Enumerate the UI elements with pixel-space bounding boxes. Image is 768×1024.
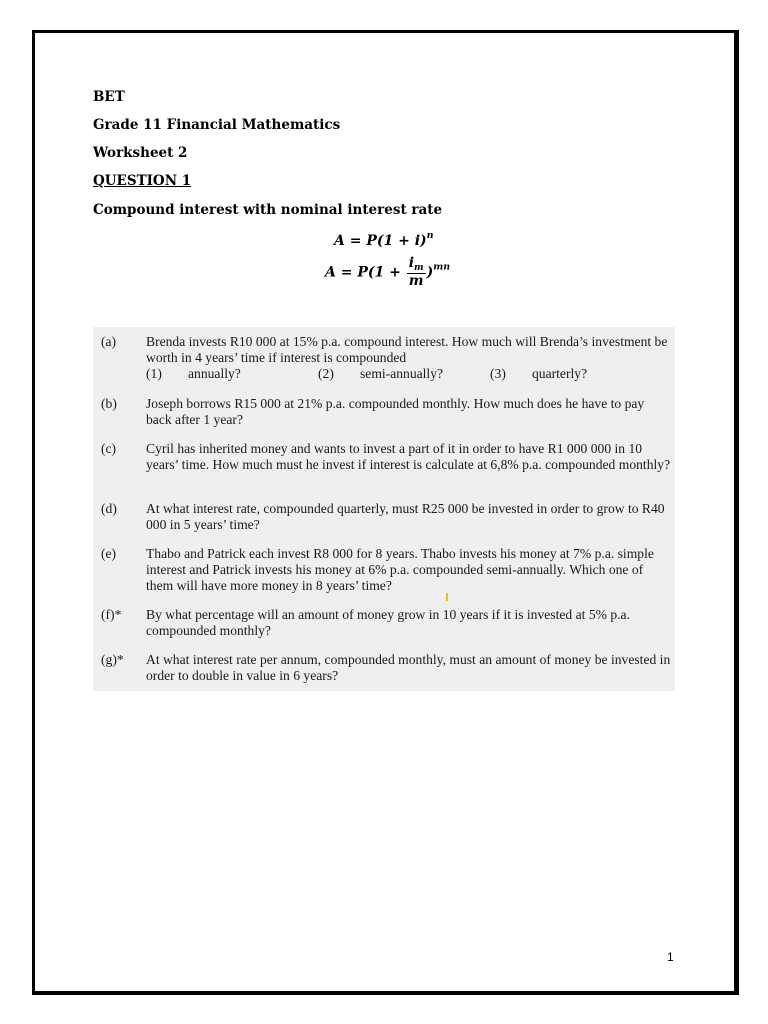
- formula-compound-main: A = P(1 + i): [334, 233, 427, 249]
- formula-compound-exponent: n: [426, 230, 434, 241]
- fraction-denominator: m: [408, 273, 424, 290]
- question-label: (a): [101, 334, 117, 349]
- option-text: annually?: [188, 366, 241, 381]
- option-text: quarterly?: [532, 366, 588, 381]
- question-text-wrap: [146, 334, 671, 382]
- school-name: BET: [93, 89, 125, 105]
- formula-nominal: [325, 256, 450, 289]
- page-border-shadow-right: [737, 30, 739, 995]
- option-number: (3): [490, 366, 506, 381]
- option-number: (2): [318, 366, 334, 381]
- formula-nominal-exponent: mn: [433, 261, 451, 273]
- question-label: (c): [101, 441, 117, 456]
- question-text: At what interest rate, compounded quarterly, must R25 000 be invested in order to grow to R40 000 in 5 years’ time?: [146, 501, 665, 532]
- page-number: 1: [667, 950, 674, 964]
- question-heading: QUESTION 1: [93, 173, 192, 189]
- questions-panel: [93, 327, 675, 691]
- question-text: At what interest rate per annum, compounded monthly, must an amount of money be invested in order to double in value in 6 years?: [146, 652, 671, 683]
- question-text: By what percentage will an amount of money grow in 10 years if it is invested at 5% p.a. compounded monthly?: [146, 607, 630, 638]
- formula-nominal-close: ): [426, 264, 434, 281]
- question-label: (f)*: [101, 607, 122, 622]
- worksheet-title: Worksheet 2: [93, 145, 188, 161]
- formula-nominal-main: A = P(1 +: [325, 264, 401, 281]
- formula-fraction: [407, 256, 426, 289]
- question-text: Joseph borrows R15 000 at 21% p.a. compounded monthly. How much does he have to pay back after 1 year?: [146, 396, 645, 427]
- question-label: (e): [101, 546, 117, 561]
- topic-heading: Compound interest with nominal interest rate: [93, 202, 443, 218]
- option-number: (1): [146, 366, 162, 381]
- question-label: (g)*: [101, 652, 124, 667]
- text-cursor-marker: [446, 593, 448, 601]
- formula-compound: [334, 230, 434, 249]
- page-border-shadow-bottom: [32, 993, 737, 995]
- question-label: (d): [101, 501, 117, 516]
- course-title: Grade 11 Financial Mathematics: [93, 117, 341, 133]
- question-label: (b): [101, 396, 117, 411]
- question-options: [146, 366, 671, 382]
- question-text: Cyril has inherited money and wants to invest a part of it in order to have R1 000 000 in 10 years’ time. How much must he invest if interest is calculate at 6,8% p.a. compounded monthly?: [146, 441, 671, 472]
- question-text: Thabo and Patrick each invest R8 000 for 8 years. Thabo invests his money at 7% p.a. simple interest and Patrick invests his money at 6% p.a. compounded semi-annually. Which one of them will have more money in 8 years’ time?: [146, 546, 654, 593]
- fraction-numerator: $i_m$: [408, 255, 424, 273]
- option-text: semi-annually?: [360, 366, 444, 381]
- question-text: Brenda invests R10 000 at 15% p.a. compound interest. How much will Brenda’s investment be worth in 4 years’ time if interest is compounded: [146, 334, 668, 365]
